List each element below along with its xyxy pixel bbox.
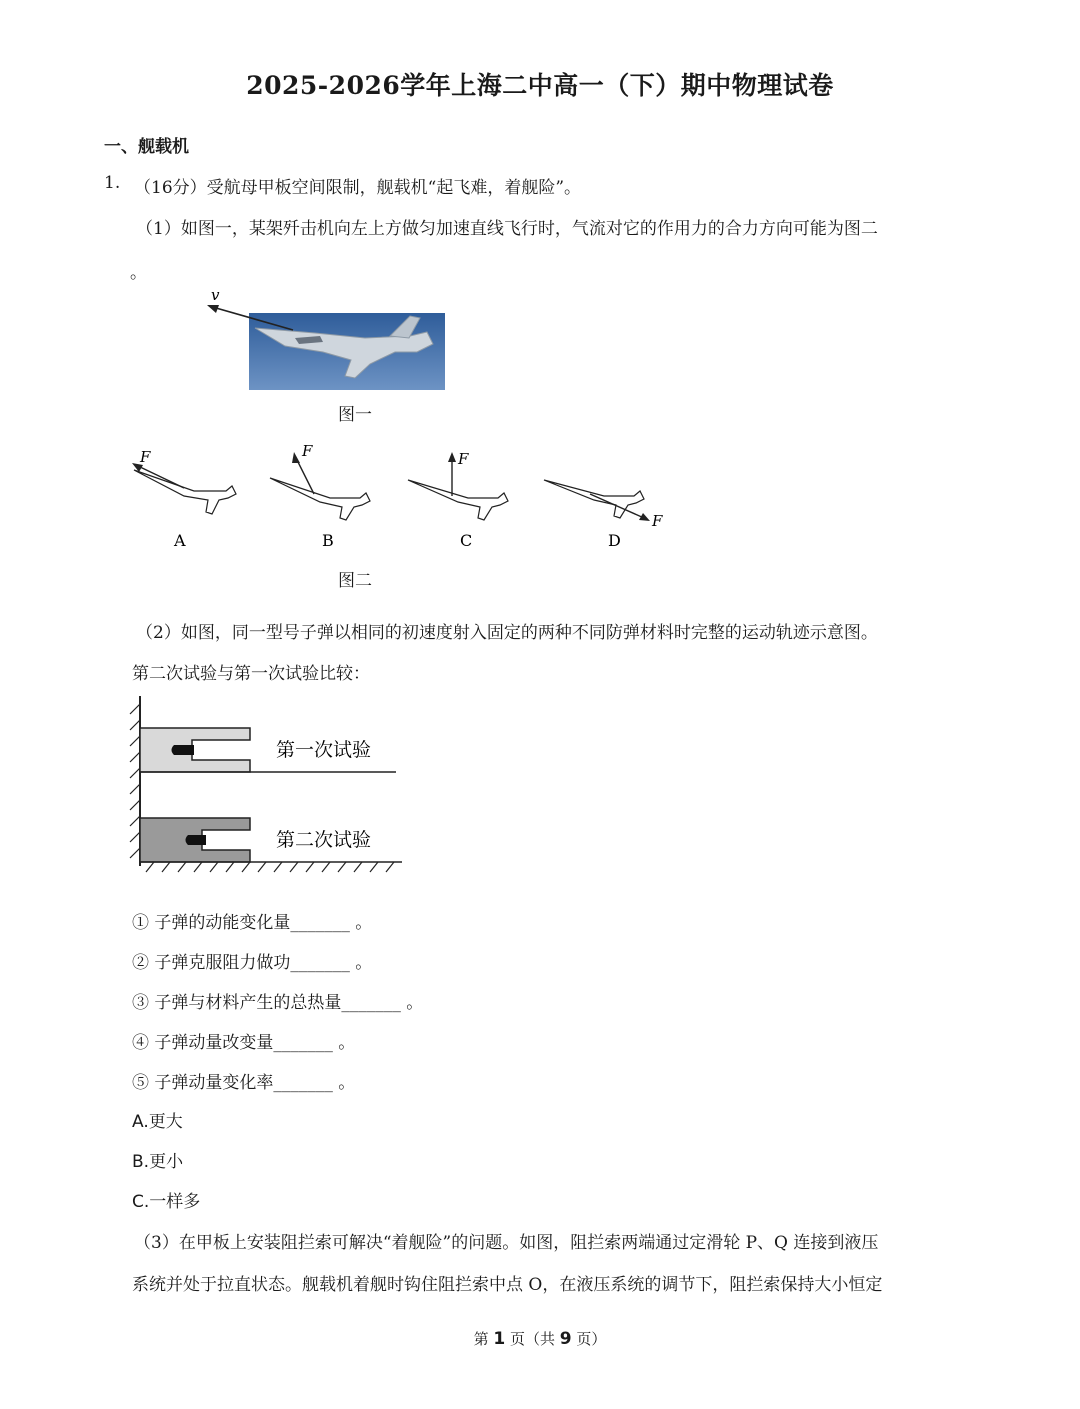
force-arrow-b	[296, 458, 314, 494]
part1-text-end: 。	[130, 263, 147, 283]
force-label-d: F	[652, 512, 663, 530]
subitem-3: ③ 子弹与材料产生的总热量_______ 。	[132, 993, 424, 1013]
section-heading: 一、舰载机	[104, 137, 189, 157]
footer-total: 9	[559, 1329, 572, 1349]
part2-compare-text: 第二次试验与第一次试验比较：	[132, 664, 370, 684]
option-c-diagram	[408, 450, 508, 520]
footer-prefix: 第	[473, 1330, 494, 1348]
trial-2-label: 第二次试验	[276, 829, 372, 851]
force-label-b: F	[302, 442, 313, 460]
part3-text-cont: 系统并处于拉直状态。舰载机着舰时钩住阻拦索中点 O，在液压系统的调节下，阻拦索保持大小恒定	[132, 1275, 883, 1295]
figure-1-jet-photo	[195, 286, 455, 396]
page-title: 2025-2026学年上海二中高一（下）期中物理试卷	[246, 71, 834, 100]
footer-page: 1	[493, 1329, 506, 1349]
choice-c: C.一样多	[132, 1192, 201, 1212]
subitem-1: ① 子弹的动能变化量_______ 。	[132, 913, 373, 933]
footer-suffix: 页）	[571, 1330, 607, 1348]
choice-b: B.更小	[132, 1152, 184, 1172]
part1-text: （1）如图一，某架歼击机向左上方做匀加速直线飞行时，气流对它的作用力的合力方向可能为图二	[136, 219, 878, 239]
part3-text: （3）在甲板上安装阻拦索可解决“着舰险”的问题。如图，阻拦索两端通过定滑轮 P、Q 连接到液压	[134, 1233, 879, 1253]
option-b-diagram	[270, 442, 370, 520]
material-1	[140, 728, 250, 772]
figure-2-caption: 图二	[338, 571, 372, 591]
subitem-2: ② 子弹克服阻力做功_______ 。	[132, 953, 373, 973]
option-a-diagram	[132, 448, 236, 514]
figure-3-bullet-trials	[124, 690, 409, 875]
page-footer	[0, 1328, 1080, 1349]
figure-2-force-options	[124, 436, 684, 556]
subitem-4: ④ 子弹动量改变量_______ 。	[132, 1033, 356, 1053]
force-arrow-d	[590, 494, 644, 518]
force-label-c: F	[458, 450, 469, 468]
option-a-label: A	[174, 531, 186, 550]
footer-middle: 页（共	[505, 1330, 560, 1348]
question-number: 1.	[104, 173, 121, 193]
question-intro: （16分）受航母甲板空间限制，舰载机“起飞难，着舰险”。	[134, 178, 582, 198]
figure-1-caption: 图一	[338, 405, 372, 425]
bullet-1	[172, 745, 195, 755]
velocity-label: v	[211, 286, 220, 304]
part2-text: （2）如图，同一型号子弹以相同的初速度射入固定的两种不同防弹材料时完整的运动轨迹示意图。	[136, 623, 878, 643]
option-d-diagram	[544, 480, 663, 530]
option-c-label: C	[460, 531, 473, 550]
bullet-2	[186, 835, 207, 845]
option-b-label: B	[322, 531, 334, 550]
subitem-5: ⑤ 子弹动量变化率_______ 。	[132, 1073, 356, 1093]
force-label-a: F	[140, 448, 151, 466]
trial-1-label: 第一次试验	[276, 739, 372, 761]
choice-a: A.更大	[132, 1112, 183, 1132]
option-d-label: D	[608, 531, 621, 550]
